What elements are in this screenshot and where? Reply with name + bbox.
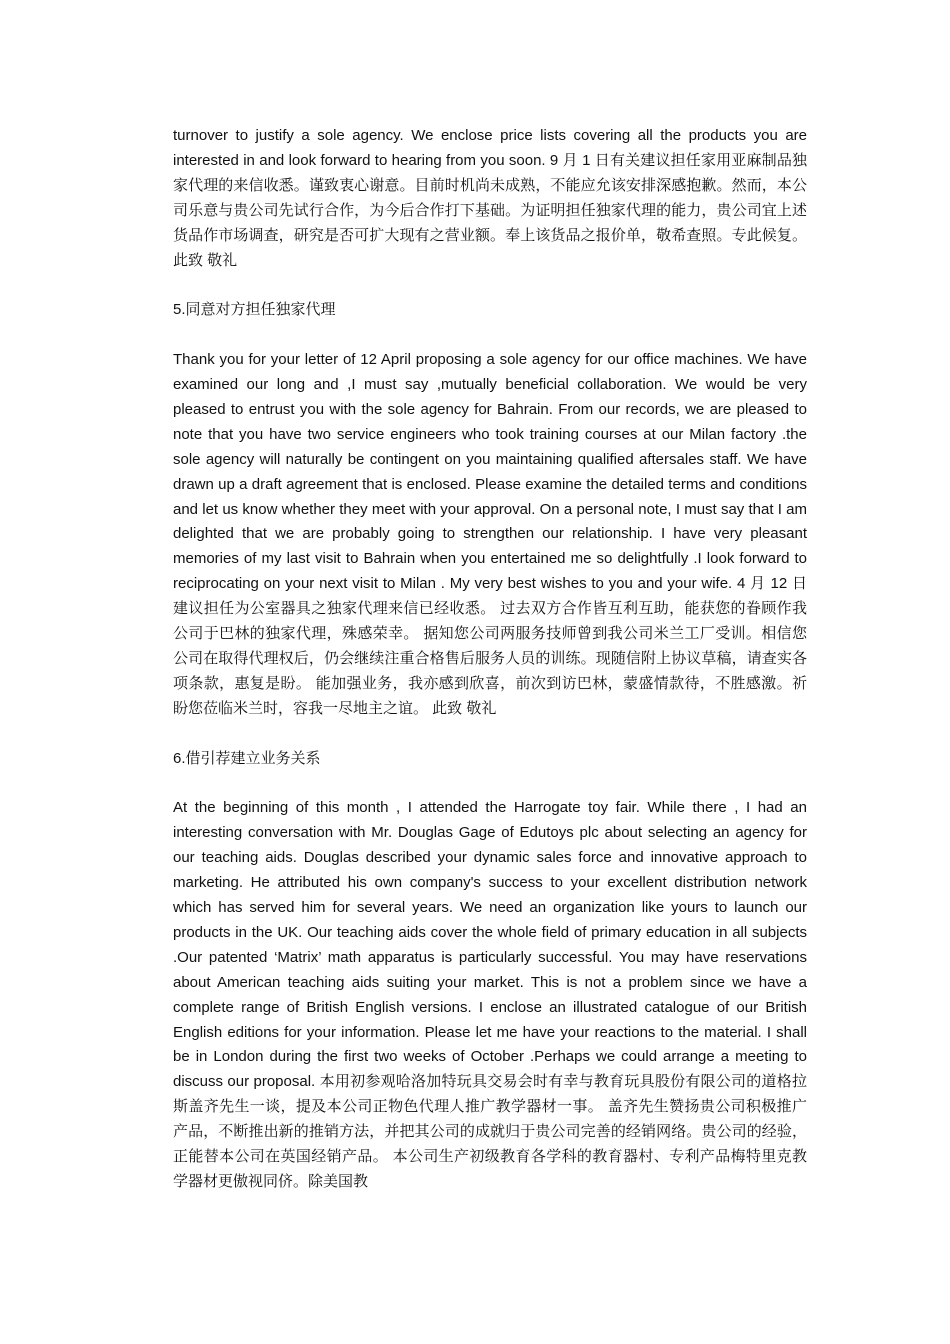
section-heading-5: 5.同意对方担任独家代理 [173,301,336,319]
paragraph-gap [173,323,807,348]
paragraph-agree-sole-agency: Thank you for your letter of 12 April proposing a sole agency for our office machines. We have examined our long and ,I must say ,mutually beneficial collaboration. We would be very pleased to entrust you with the sole agency for Bahrain. From our records, we are pleased to note that you have two service engineers who took training courses at our Milan factory .the sole agency will naturally be contingent on you maintaining qualified aftersales staff. We have drawn up a draft agreement that is enclosed. Please examine the detailed terms and conditions and let us know whether they meet with your approval. On a personal note, I must say that I am delighted that we are probably going to strengthen our relationship. I have very pleasant memories of my last visit to Bahrain when you entertained me so delightfully .I look forward to reciprocating on your next visit to Milan . My very best wishes to you and your wife. 4 月 12 日建议担任为公室器具之独家代理来信已经收悉。 过去双方合作皆互利互助，能获您的眷顾作我公司于巴林的独家代理，殊感荣幸。 据知您公司两服务技师曾到我公司米兰工厂受训。相信您公司在取得代理权后，仍会继续注重合格售后服务人员的训练。现随信附上协议草稿，请查实各项条款，惠复是盼。 能加强业务，我亦感到欣喜，前次到访巴林，蒙盛情款待，不胜感激。祈盼您莅临米兰时，容我一尽地主之谊。 此致 敬礼 [173,351,807,717]
paragraph-referral-business: At the beginning of this month , I attended the Harrogate toy fair. While there , I had an interesting conversation with Mr. Douglas Gage of Edutoys plc about selecting an agency for our teaching aids. Douglas described your dynamic sales force and innovative approach to marketing. He attributed his own company's success to your excellent distribution network which has served him for several years. We need an organization like yours to launch our products in the UK. Our teaching aids cover the whole field of primary education in all subjects .Our patented ‘Matrix’ math apparatus is particularly successful. You may have reservations about American teaching aids suiting your market. This is not a problem since we have a complete range of British English versions. I enclose an illustrated catalogue of our British English editions for your information. Please let me have your reactions to the material. I shall be in London during the first two weeks of October .Perhaps we could arrange a meeting to discuss our proposal. 本用初参观哈洛加特玩具交易会时有幸与教育玩具股份有限公司的道格拉斯盖齐先生一谈，提及本公司正物色代理人推广教学器材一事。 盖齐先生赞扬贵公司积极推广产品，不断推出新的推销方法，并把其公司的成就归于贵公司完善的经销网络。贵公司的经验，正能替本公司在英国经销产品。 本公司生产初级教育各学科的教育器村、专利产品梅特里克教学器材更傲视同侪。除美国教 [173,799,807,1190]
paragraph-gap [173,722,807,747]
paragraph-gap [173,772,807,797]
section-heading-6: 6.借引荐建立业务关系 [173,749,321,767]
paragraph-gap [173,273,807,298]
paragraph-sole-agency-reply: turnover to justify a sole agency. We enclose price lists covering all the products you are interested in and look forward to hearing from you soon. 9 月 1 日有关建议担任家用亚麻制品独家代理的来信收悉。谨致衷心谢意。目前时机尚未成熟，不能应允该安排深感抱歉。然而，本公司乐意与贵公司先试行合作，为今后合作打下基础。为证明担任独家代理的能力，贵公司宜上述货品作市场调查，研究是否可扩大现有之营业额。奉上该货品之报价单，敬希查照。专此候复。 此致 敬礼 [173,127,807,269]
document-page [173,124,807,1195]
